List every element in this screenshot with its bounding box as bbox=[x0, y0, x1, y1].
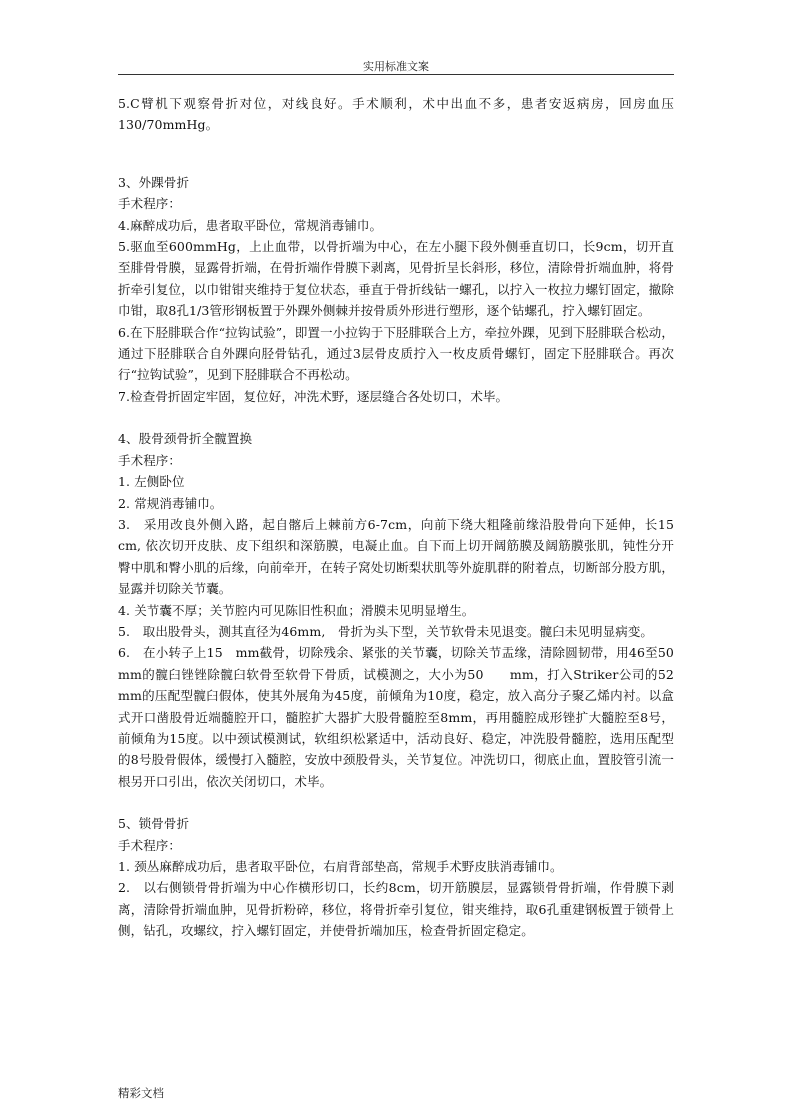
section-subheading: 手术程序： bbox=[118, 452, 182, 468]
paragraph: 5. 取出股骨头，测其直径为46mm, 骨折为头下型，关节软骨未见退变。髋臼未见明显病变。 bbox=[118, 623, 654, 639]
page-header-title: 实用标准文案 bbox=[363, 60, 429, 73]
section-clavicle-fracture bbox=[118, 813, 674, 941]
paragraph: 4.麻醉成功后，患者取平卧位，常规消毒铺巾。 bbox=[118, 217, 383, 233]
header-divider bbox=[118, 74, 674, 75]
paragraph: 2. 以右侧锁骨骨折端为中心作横形切口，长约8cm，切开筋膜层，显露锁骨骨折端，作骨膜下剥离，清除骨折端血肿，见骨折粉碎，移位，将骨折牵引复位，钳夹维持，取6孔重建钢板置于锁骨上侧，钻孔，攻螺纹，拧入螺钉固定，并使骨折端加压，检查骨折固定稳定。 bbox=[118, 880, 674, 939]
paragraph: 6. 在小转子上15 mm截骨，切除残余、紧张的关节囊，切除关节盂缘，清除圆韧带，用46至50 mm的髋臼锉锉除髋臼软骨至软骨下骨质，试模测之，大小为50 mm，打入Striker公司的52 mm的压配型髋臼假体，使其外展角为45度，前倾角为10度，稳定，放入高分子聚乙烯内衬。以盒式开口凿股骨近端髓腔开口，髓腔扩大器扩大股骨髓腔至8mm，再用髓腔成形锉扩大髓腔至8号，前倾角为15度。以中颈试模测试，软组织松紧适中，活动良好、稳定，冲洗股骨髓腔，选用压配型的8号股骨假体，缓慢打入髓腔，安放中颈股骨头，关节复位。冲洗切口，彻底止血，置胶管引流一根另开口引出，依次关闭切口，术毕。 bbox=[118, 645, 700, 789]
paragraph: 5.驱血至600mmHg，上止血带，以骨折端为中心，在左小腿下段外侧垂直切口，长9cm，切开直至腓骨骨膜，显露骨折端，在骨折端作骨膜下剥离，见骨折呈长斜形，移位，清除骨折端血肿，将骨折牵引复位，以巾钳钳夹维持于复位状态，垂直于骨折线钻一螺孔，以拧入一枚拉力螺钉固定，撤除巾钳，取8孔1/3管形钢板置于外踝外侧棘并按骨质外形进行塑形，逐个钻螺孔，拧入螺钉固定。 bbox=[118, 239, 674, 319]
section-subheading: 手术程序： bbox=[118, 837, 182, 853]
paragraph: 4. 关节囊不厚；关节腔内可见陈旧性积血；滑膜未见明显增生。 bbox=[118, 602, 475, 618]
paragraph: 5.C臂机下观察骨折对位，对线良好。手术顺利，术中出血不多，患者安返病房，回房血压130/70mmHg。 bbox=[118, 96, 674, 133]
section-lateral-malleolus-fracture bbox=[118, 172, 674, 407]
paragraph: 3. 采用改良外侧入路，起自髂后上棘前方6-7cm，向前下绕大粗隆前缘沿股骨向下延伸，长15 cm, 依次切开皮肤、皮下组织和深筋膜，电凝止血。自下而上切开阔筋膜及阔筋膜张肌，钝性分开臀中肌和臀小肌的后缘，向前牵开，在转子窝处切断梨状肌等外旋肌群的附着点，切断部分股方肌，显露并切除关节囊。 bbox=[118, 516, 674, 597]
section-intro bbox=[118, 93, 674, 136]
document-body bbox=[118, 93, 700, 963]
paragraph: 2. 常规消毒铺巾。 bbox=[118, 495, 223, 511]
paragraph: 7.检查骨折固定牢固，复位好，冲洗术野，逐层缝合各处切口，术毕。 bbox=[118, 388, 509, 404]
paragraph: 1. 颈丛麻醉成功后，患者取平卧位，右肩背部垫高，常规手术野皮肤消毒铺巾。 bbox=[118, 859, 563, 874]
section-subheading: 手术程序： bbox=[118, 196, 182, 212]
section-heading: 5、锁骨骨折 bbox=[118, 816, 190, 832]
paragraph: 1. 左侧卧位 bbox=[118, 474, 185, 490]
section-heading: 4、股骨颈骨折全髋置换 bbox=[118, 431, 253, 447]
section-heading: 3、外踝骨折 bbox=[118, 174, 190, 190]
section-total-hip-replacement bbox=[118, 428, 700, 792]
page-footer-label: 精彩文档 bbox=[118, 1086, 164, 1100]
paragraph: 6.在下胫腓联合作“拉钩试验”，即置一小拉钩于下胫腓联合上方，牵拉外踝，见到下胫腓联合松动，通过下胫腓联合自外踝向胫骨钻孔，通过3层骨皮质拧入一枚皮质骨螺钉，固定下胫腓联合。再次行“拉钩试验”，见到下胫腓联合不再松动。 bbox=[118, 324, 674, 383]
